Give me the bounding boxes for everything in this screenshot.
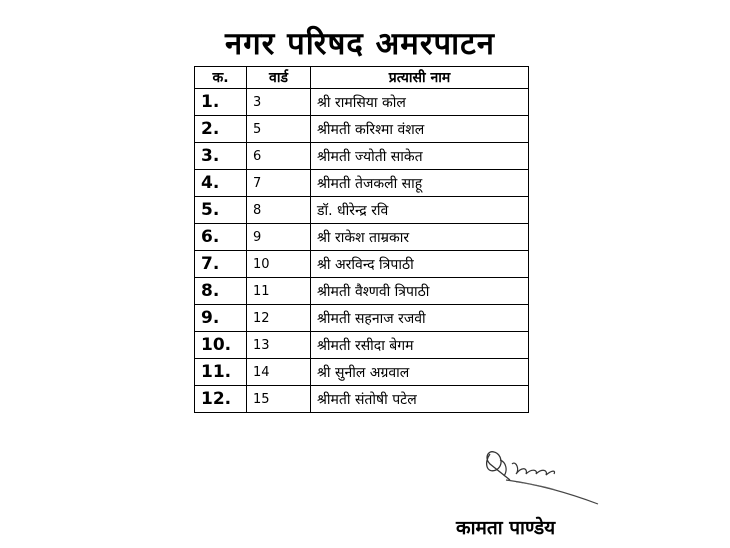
serial-number: 4. (195, 170, 247, 197)
table-row (195, 170, 529, 197)
ward-number: 10 (247, 251, 311, 278)
serial-number: 12. (195, 386, 247, 413)
serial-number: 7. (195, 251, 247, 278)
ward-number: 11 (247, 278, 311, 305)
serial-number: 3. (195, 143, 247, 170)
ward-number: 15 (247, 386, 311, 413)
candidate-name: श्रीमती वैश्णवी त्रिपाठी (311, 278, 529, 305)
candidate-table (194, 66, 529, 413)
candidate-name: श्री रामसिया कोल (311, 89, 529, 116)
signature-icon (476, 440, 606, 510)
table-row (195, 197, 529, 224)
candidate-name: श्रीमती सहनाज रजवी (311, 305, 529, 332)
signatory-name: कामता पाण्डेय (456, 517, 556, 539)
table-row (195, 332, 529, 359)
column-header-ward: वार्ड (247, 67, 311, 89)
ward-number: 13 (247, 332, 311, 359)
serial-number: 11. (195, 359, 247, 386)
serial-number: 6. (195, 224, 247, 251)
table-row (195, 278, 529, 305)
candidate-name: श्रीमती रसीदा बेगम (311, 332, 529, 359)
candidate-name: श्री सुनील अग्रवाल (311, 359, 529, 386)
table-row (195, 359, 529, 386)
table-row (195, 305, 529, 332)
table-row (195, 224, 529, 251)
serial-number: 9. (195, 305, 247, 332)
ward-number: 9 (247, 224, 311, 251)
serial-number: 5. (195, 197, 247, 224)
candidate-name: श्री राकेश ताम्रकार (311, 224, 529, 251)
table-header-row (195, 67, 529, 89)
table-row (195, 89, 529, 116)
serial-number: 2. (195, 116, 247, 143)
ward-number: 3 (247, 89, 311, 116)
table-row (195, 143, 529, 170)
ward-number: 7 (247, 170, 311, 197)
candidate-name: श्रीमती ज्योती साकेत (311, 143, 529, 170)
ward-number: 5 (247, 116, 311, 143)
candidate-name: श्रीमती तेजकली साहू (311, 170, 529, 197)
candidate-name: श्रीमती करिश्मा वंशल (311, 116, 529, 143)
table-row (195, 251, 529, 278)
column-header-serial: क. (195, 67, 247, 89)
ward-number: 14 (247, 359, 311, 386)
page-title: नगर परिषद अमरपाटन (225, 26, 495, 62)
table-row (195, 116, 529, 143)
ward-number: 8 (247, 197, 311, 224)
candidate-name: डॉ. धीरेन्द्र रवि (311, 197, 529, 224)
candidate-name: श्री अरविन्द त्रिपाठी (311, 251, 529, 278)
ward-number: 6 (247, 143, 311, 170)
serial-number: 10. (195, 332, 247, 359)
table-row (195, 386, 529, 413)
ward-number: 12 (247, 305, 311, 332)
serial-number: 1. (195, 89, 247, 116)
column-header-candidate-name: प्रत्यासी नाम (311, 67, 529, 89)
candidate-name: श्रीमती संतोषी पटेल (311, 386, 529, 413)
serial-number: 8. (195, 278, 247, 305)
